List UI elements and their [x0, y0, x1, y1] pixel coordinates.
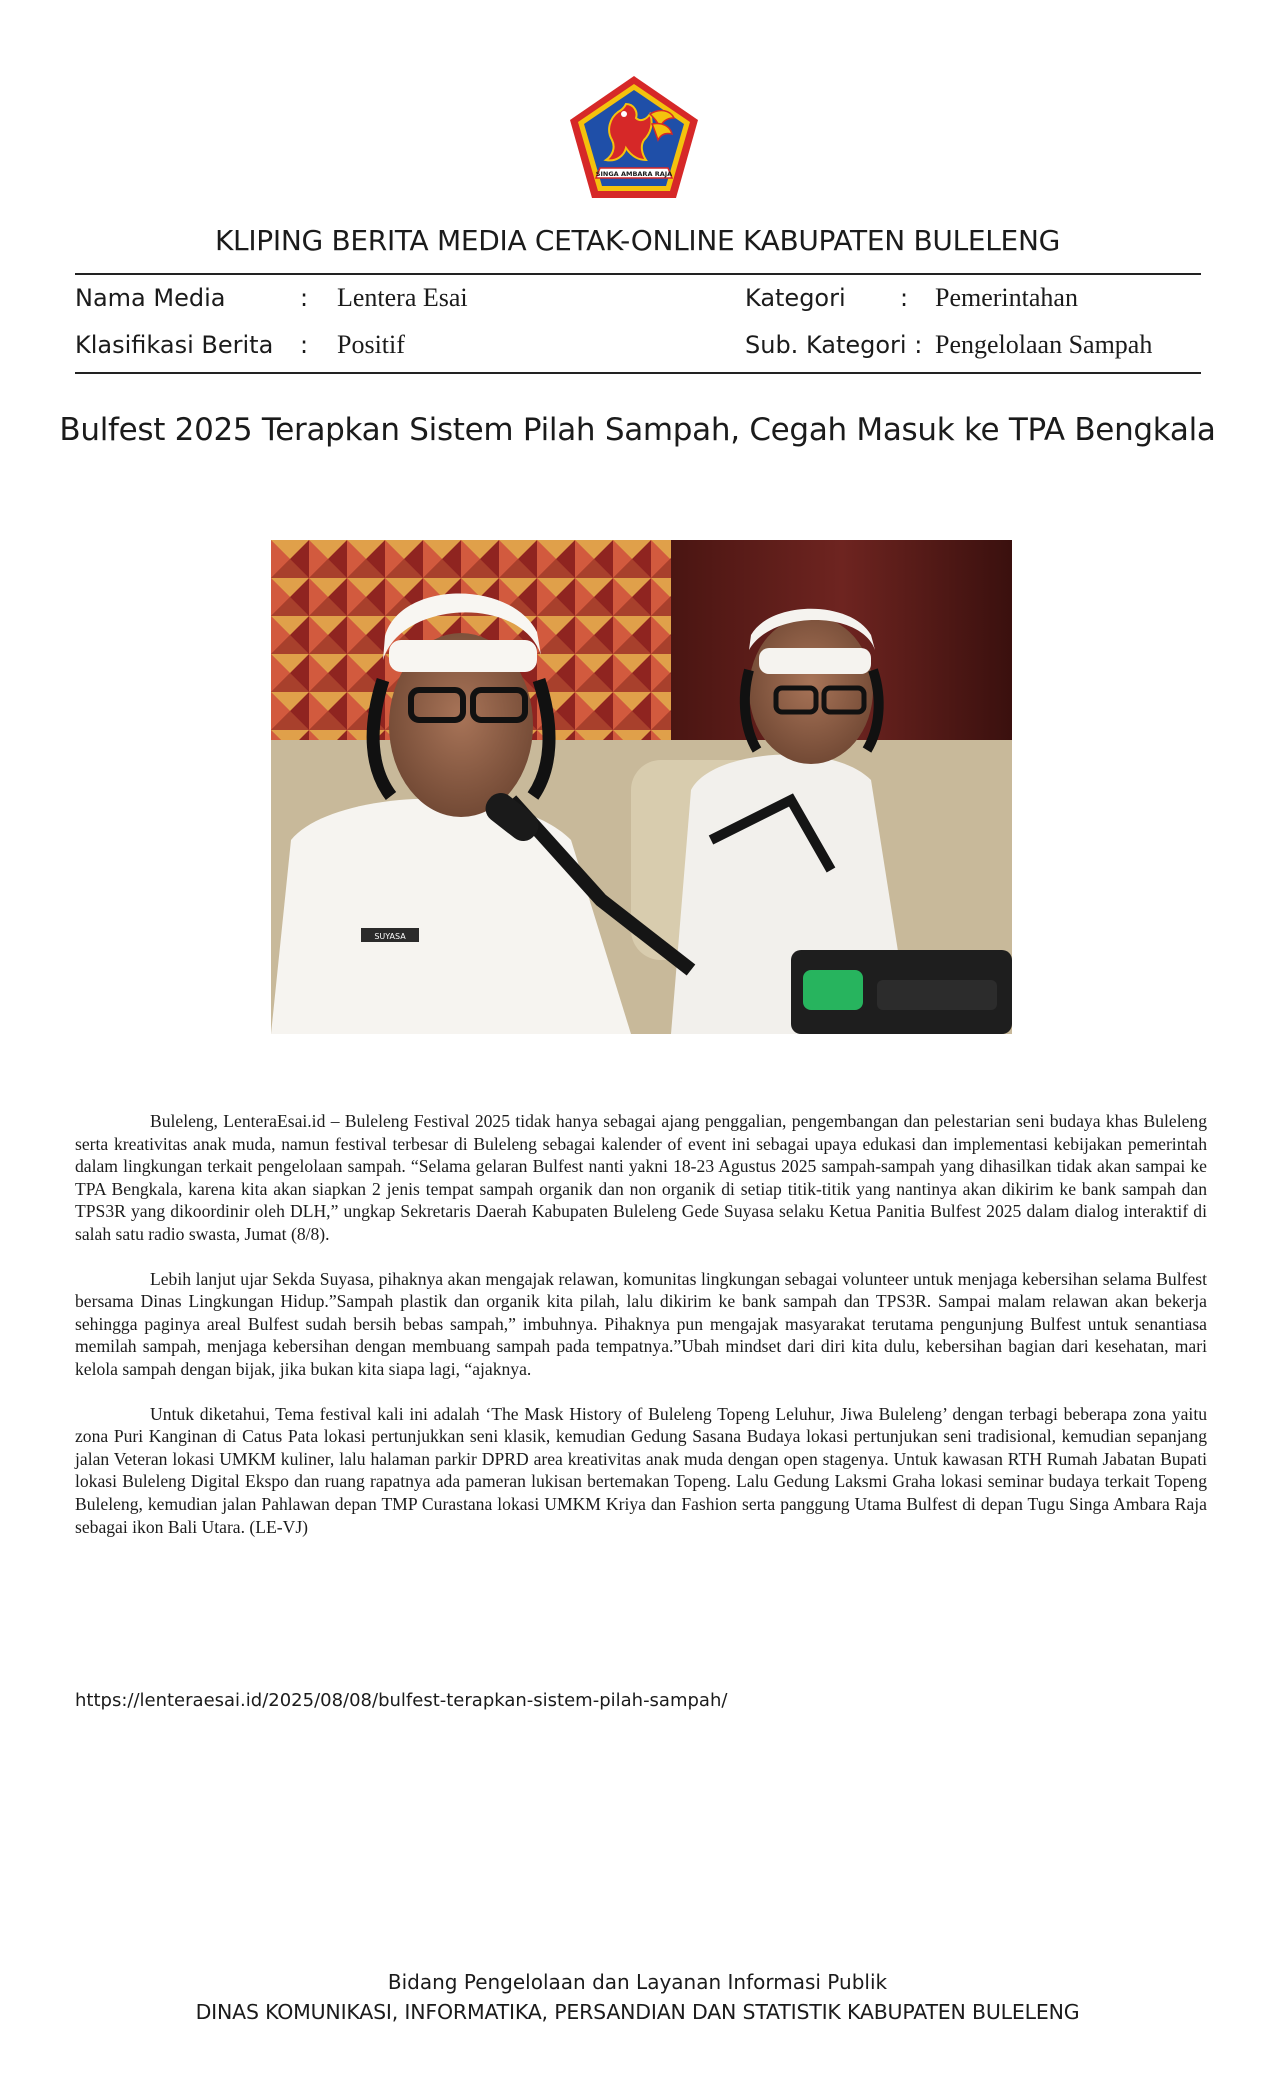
article-headline: Bulfest 2025 Terapkan Sistem Pilah Sampah, Cegah Masuk ke TPA Bengkala	[59, 412, 1216, 448]
singa-ambara-raja-logo	[566, 74, 702, 202]
photo-illustration	[271, 540, 1012, 1034]
article-paragraph: Untuk diketahui, Tema festival kali ini adalah ‘The Mask History of Buleleng Topeng Leluhur, Jiwa Buleleng’ dengan terbagi beberapa zona yaitu zona Puri Kanginan di Catus Pata lokasi pertunjukkan seni klasik, kemudian Gedung Sasana Budaya lokasi pertunjukan seni tradisional, kemudian sepanjang jalan Veteran lokasi UMKM kuliner, lalu halaman parkir DPRD area kreativitas anak muda dengan open stagenya. Untuk kawasan RTH Rumah Jabatan Bupati lokasi Buleleng Digital Ekspo dan ruang rapatnya ada pameran lukisan bertemakan Topeng. Lalu Gedung Laksmi Graha lokasi seminar budaya terkait Topeng Buleleng, kemudian jalan Pahlawan depan TMP Curastana lokasi UMKM Kriya dan Fashion serta panggung Utama Bulfest di depan Tugu Singa Ambara Raja sebagai ikon Bali Utara. (LE-VJ)	[75, 1403, 1207, 1537]
subkategori-label: Sub. Kategori :	[745, 331, 923, 359]
article-paragraph: Lebih lanjut ujar Sekda Suyasa, pihaknya akan mengajak relawan, komunitas lingkungan sebagai volunteer untuk menjaga kebersihan selama Bulfest bersama Dinas Lingkungan Hidup.”Sampah plastik dan organik kita pilah, lalu dikirim ke bank sampah dan TPS3R. Sampai malam relawan akan bekerja sehingga paginya areal Bulfest sudah bersih bebas sampah,” imbuhnya. Pihaknya pun mengajak masyarakat terutama pengunjung Bulfest untuk senantiasa memilah sampah, menjaga kebersihan dengan membuang sampah pada tempatnya.”Ubah mindset dari diri kita dulu, kebersihan bagian dari kesehatan, mari kelola sampah dengan bijak, jika bukan kita siapa lagi, “ajaknya.	[75, 1268, 1207, 1379]
article-paragraph: Buleleng, LenteraEsai.id – Buleleng Festival 2025 tidak hanya sebagai ajang penggalian, pengembangan dan pelestarian seni budaya khas Buleleng serta kreativitas anak muda, namun festival terbesar di Buleleng sebagai kalender of event ini sebagai upaya edukasi dan implementasi kebijakan pemerintah dalam lingkungan terkait pengelolaan sampah. “Selama gelaran Bulfest nanti yakni 18-23 Agustus 2025 sampah-sampah yang dihasilkan tidak akan sampai ke TPA Bengkala, karena kita akan siapkan 2 jenis tempat sampah organik dan non organik di setiap titik-titik yang nantinya akan dikirim ke bank sampah dan TPS3R yang dikoordinir oleh DLH,” ungkap Sekretaris Daerah Kabupaten Buleleng Gede Suyasa selaku Ketua Panitia Bulfest 2025 dalam dialog interaktif di salah satu radio swasta, Jumat (8/8).	[75, 1111, 1207, 1244]
media-colon: :	[300, 284, 309, 312]
footer-agency: DINAS KOMUNIKASI, INFORMATIKA, PERSANDIAN DAN STATISTIK KABUPATEN BULELENG	[195, 2000, 1080, 2024]
top-divider	[75, 273, 1201, 275]
kategori-value: Pemerintahan	[935, 283, 1078, 312]
kategori-colon: :	[900, 284, 909, 312]
subkategori-value: Pengelolaan Sampah	[935, 330, 1153, 359]
photo-name-tag: SUYASA	[374, 932, 406, 941]
document-title: KLIPING BERITA MEDIA CETAK-ONLINE KABUPATEN BULELENG	[214, 224, 1060, 257]
klasifikasi-value: Positif	[337, 330, 405, 359]
kategori-label: Kategori	[745, 284, 846, 312]
article-body	[75, 1110, 1207, 1560]
article-photo	[271, 540, 1012, 1034]
footer-unit: Bidang Pengelolaan dan Layanan Informasi Publik	[387, 1970, 888, 1994]
klasifikasi-colon: :	[300, 331, 309, 359]
media-value: Lentera Esai	[337, 283, 468, 312]
bottom-divider	[75, 372, 1201, 374]
logo-ribbon-text: SINGA AMBARA RAJA	[595, 170, 673, 178]
media-label: Nama Media	[75, 284, 226, 312]
klasifikasi-label: Klasifikasi Berita	[75, 331, 274, 359]
source-url[interactable]: https://lenteraesai.id/2025/08/08/bulfest-terapkan-sistem-pilah-sampah/	[75, 1690, 728, 1711]
